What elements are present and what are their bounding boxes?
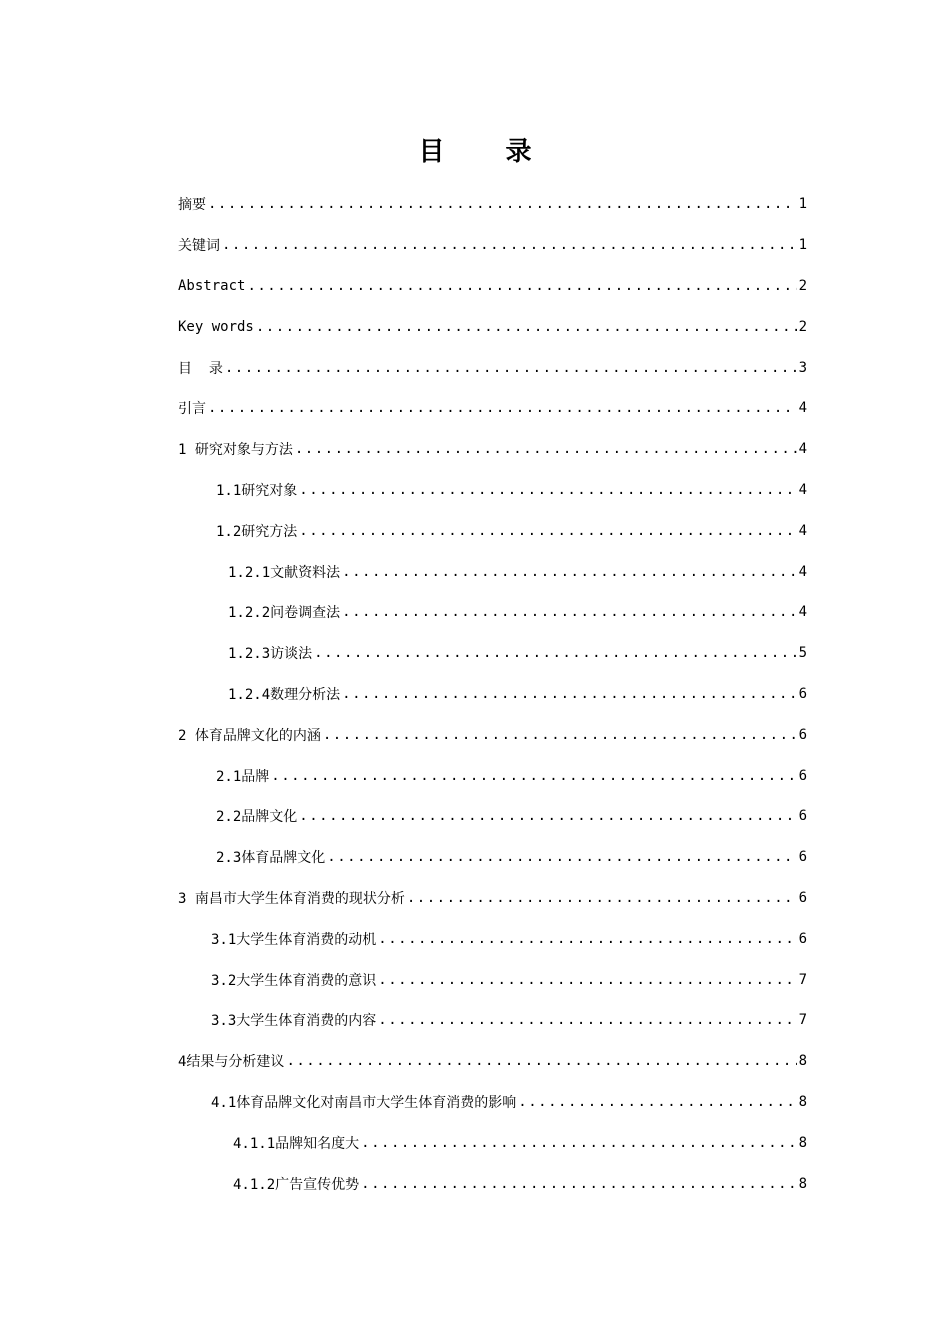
toc-entry-page: 3 — [798, 359, 807, 376]
toc-entry-label: 4.1.1品牌知名度大 — [233, 1135, 360, 1152]
toc-entry-page: 4 — [798, 481, 807, 498]
toc-entry-label: 3.2大学生体育消费的意识 — [211, 972, 377, 989]
toc-entry-section-2[interactable] — [178, 714, 807, 755]
toc-entry-page: 1 — [798, 196, 807, 213]
toc-list — [178, 184, 807, 1204]
toc-entry-page: 1 — [798, 237, 807, 254]
toc-entry-section-2-2[interactable] — [178, 796, 807, 837]
toc-leader-dots — [247, 278, 796, 294]
toc-entry-page: 6 — [798, 726, 807, 743]
toc-entry-page: 4 — [798, 604, 807, 621]
toc-leader-dots — [208, 196, 797, 212]
toc-entry-section-2-3[interactable] — [178, 837, 807, 878]
toc-leader-dots — [271, 768, 796, 784]
toc-entry-section-3-1[interactable] — [178, 918, 807, 959]
toc-entry-label: Abstract — [178, 277, 246, 294]
toc-leader-dots — [378, 972, 796, 988]
toc-entry-page: 8 — [798, 1134, 807, 1151]
toc-entry-label: 2.3体育品牌文化 — [216, 850, 326, 867]
toc-entry-page: 6 — [798, 808, 807, 825]
toc-entry-page: 4 — [798, 400, 807, 417]
toc-entry-section-4-1-2[interactable] — [178, 1163, 807, 1204]
toc-entry-contents[interactable] — [178, 347, 807, 388]
toc-entry-section-1-2-2[interactable] — [178, 592, 807, 633]
toc-entry-label: 3.3大学生体育消费的内容 — [211, 1013, 377, 1030]
toc-entry-page: 8 — [798, 1175, 807, 1192]
toc-leader-dots — [256, 319, 797, 335]
toc-entry-page: 5 — [798, 645, 807, 662]
toc-entry-section-3-3[interactable] — [178, 1000, 807, 1041]
toc-entry-label: 2.1品牌 — [216, 768, 270, 785]
toc-entry-page: 6 — [798, 767, 807, 784]
toc-entry-section-1-2-1[interactable] — [178, 551, 807, 592]
toc-entry-section-1[interactable] — [178, 429, 807, 470]
toc-leader-dots — [299, 523, 796, 539]
toc-entry-label: 1 研究对象与方法 — [178, 442, 293, 459]
toc-leader-dots — [323, 727, 797, 743]
toc-entry-section-4-1[interactable] — [178, 1082, 807, 1123]
toc-leader-dots — [208, 400, 797, 416]
toc-entry-label: Key words — [178, 318, 254, 335]
toc-leader-dots — [342, 564, 796, 580]
toc-entry-page: 6 — [798, 849, 807, 866]
toc-leader-dots — [342, 604, 796, 620]
toc-entry-keywords-en[interactable] — [178, 306, 807, 347]
toc-entry-label: 摘要 — [178, 197, 206, 214]
toc-entry-section-3-2[interactable] — [178, 959, 807, 1000]
toc-entry-page: 6 — [798, 889, 807, 906]
toc-entry-label: 目 录 — [178, 360, 223, 377]
toc-entry-label: 1.2.4数理分析法 — [228, 686, 341, 703]
toc-leader-dots — [286, 1053, 796, 1069]
toc-entry-page: 4 — [798, 522, 807, 539]
toc-entry-page: 6 — [798, 685, 807, 702]
toc-entry-section-1-2-3[interactable] — [178, 633, 807, 674]
toc-leader-dots — [407, 890, 797, 906]
toc-title: 目 录 — [418, 137, 558, 167]
toc-entry-label: 3 南昌市大学生体育消费的现状分析 — [178, 890, 405, 907]
toc-leader-dots — [299, 482, 796, 498]
toc-entry-label: 4.1.2广告宣传优势 — [233, 1176, 360, 1193]
toc-entry-page: 7 — [798, 971, 807, 988]
toc-entry-section-2-1[interactable] — [178, 755, 807, 796]
toc-entry-label: 引言 — [178, 401, 206, 418]
toc-leader-dots — [361, 1176, 796, 1192]
toc-leader-dots — [378, 931, 796, 947]
toc-entry-page: 4 — [798, 441, 807, 458]
toc-leader-dots — [299, 808, 796, 824]
toc-entry-section-1-1[interactable] — [178, 470, 807, 511]
toc-leader-dots — [314, 645, 796, 661]
toc-leader-dots — [222, 237, 797, 253]
toc-leader-dots — [518, 1094, 796, 1110]
toc-entry-section-1-2-4[interactable] — [178, 674, 807, 715]
toc-entry-abstract-cn[interactable] — [178, 184, 807, 225]
toc-entry-label: 1.1研究对象 — [216, 482, 298, 499]
toc-entry-label: 3.1大学生体育消费的动机 — [211, 931, 377, 948]
toc-entry-section-4[interactable] — [178, 1041, 807, 1082]
toc-leader-dots — [225, 360, 797, 376]
toc-leader-dots — [327, 849, 796, 865]
toc-entry-label: 2.2品牌文化 — [216, 809, 298, 826]
toc-entry-label: 4.1体育品牌文化对南昌市大学生体育消费的影响 — [211, 1094, 517, 1111]
toc-leader-dots — [295, 441, 797, 457]
toc-leader-dots — [378, 1012, 796, 1028]
toc-entry-label: 1.2.1文献资料法 — [228, 564, 341, 581]
toc-entry-label: 1.2.2问卷调查法 — [228, 605, 341, 622]
toc-entry-label: 2 体育品牌文化的内涵 — [178, 727, 321, 744]
toc-entry-section-1-2[interactable] — [178, 510, 807, 551]
toc-entry-section-4-1-1[interactable] — [178, 1122, 807, 1163]
toc-entry-page: 8 — [798, 1093, 807, 1110]
toc-leader-dots — [342, 686, 796, 702]
toc-entry-label: 4结果与分析建议 — [178, 1054, 285, 1071]
toc-entry-label: 1.2研究方法 — [216, 523, 298, 540]
toc-entry-label: 关键词 — [178, 238, 220, 255]
toc-entry-introduction[interactable] — [178, 388, 807, 429]
toc-entry-page: 2 — [798, 277, 807, 294]
toc-entry-keywords-cn[interactable] — [178, 225, 807, 266]
toc-entry-label: 1.2.3访谈法 — [228, 646, 313, 663]
toc-entry-page: 7 — [798, 1012, 807, 1029]
toc-entry-page: 4 — [798, 563, 807, 580]
toc-entry-page: 6 — [798, 930, 807, 947]
toc-entry-page: 8 — [798, 1053, 807, 1070]
toc-entry-section-3[interactable] — [178, 878, 807, 919]
toc-leader-dots — [361, 1135, 796, 1151]
toc-entry-page: 2 — [798, 318, 807, 335]
toc-entry-abstract-en[interactable] — [178, 266, 807, 307]
